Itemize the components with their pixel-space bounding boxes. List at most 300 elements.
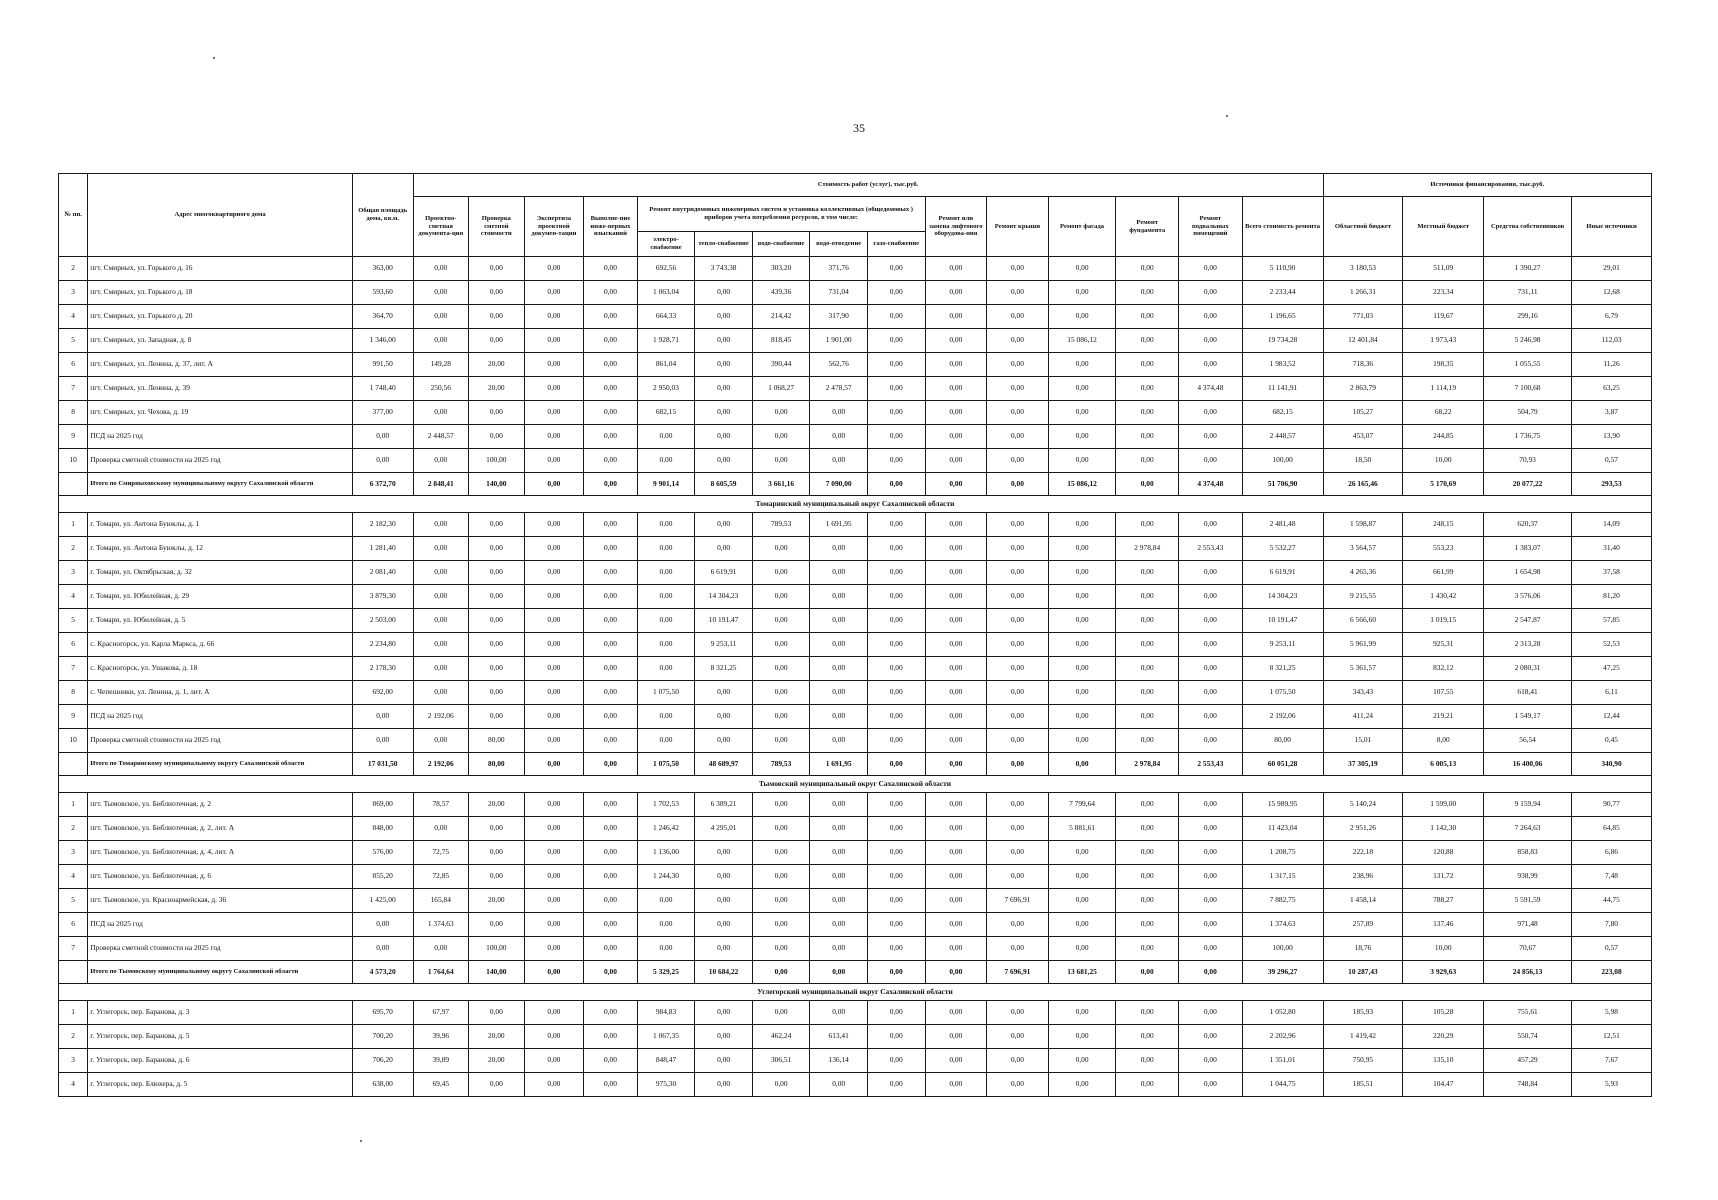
value-cell: 2 202,96 [1242,1025,1323,1049]
section-row [59,496,1652,513]
value-cell: 0,00 [987,305,1049,329]
value-cell: 7 696,91 [987,889,1049,913]
value-cell: 0,00 [925,753,987,776]
value-cell: 1 458,14 [1323,889,1403,913]
table-row [59,257,1652,281]
value-cell: 0,00 [413,305,469,329]
value-cell: 0,00 [925,865,987,889]
value-cell: 11 423,04 [1242,817,1323,841]
value-cell: 0,00 [987,753,1049,776]
value-cell: 0,00 [695,1001,753,1025]
value-cell: 13 681,25 [1048,961,1116,984]
value-cell: 2 553,43 [1179,537,1243,561]
value-cell: 0,00 [469,657,525,681]
value-cell: 0,00 [637,729,695,753]
value-cell: 0,00 [1048,449,1116,473]
value-cell: 848,00 [352,817,413,841]
value-cell: 0,00 [925,377,987,401]
value-cell: 0,00 [867,817,925,841]
header-electro: электро-снабжение [637,232,695,257]
value-cell: 0,00 [695,425,753,449]
value-cell: 31,40 [1572,537,1652,561]
value-cell: 0,00 [584,585,638,609]
value-cell: 0,00 [469,609,525,633]
value-cell: 14 304,23 [1242,585,1323,609]
value-cell: 0,00 [925,913,987,937]
value-cell: 0,00 [1179,1049,1243,1073]
value-cell: 2 950,03 [637,377,695,401]
value-cell: 185,93 [1323,1001,1403,1025]
value-cell: 1 425,00 [352,889,413,913]
value-cell: 0,00 [637,425,695,449]
value-cell: 0,00 [1116,1001,1179,1025]
row-number: 8 [59,681,88,705]
value-cell: 0,00 [987,657,1049,681]
value-cell: 0,00 [987,585,1049,609]
value-cell: 9 901,14 [637,473,695,496]
value-cell: 0,00 [524,537,584,561]
value-cell: 0,00 [1179,1001,1243,1025]
value-cell: 0,00 [584,401,638,425]
value-cell: 51 706,90 [1242,473,1323,496]
value-cell: 1 599,00 [1403,793,1484,817]
value-cell: 6,11 [1572,681,1652,705]
value-cell: 0,00 [584,729,638,753]
table-row [59,513,1652,537]
value-cell: 306,51 [752,1049,810,1073]
value-cell: 140,00 [469,961,525,984]
value-cell: 0,00 [1048,609,1116,633]
value-cell: 17 031,50 [352,753,413,776]
value-cell: 1 654,98 [1484,561,1572,585]
value-cell: 377,00 [352,401,413,425]
address-cell: пгт. Тымовское, ул. Библиотечная, д. 2, лит. А [88,817,353,841]
value-cell: 0,00 [1048,1049,1116,1073]
value-cell: 0,00 [584,753,638,776]
value-cell: 0,00 [584,889,638,913]
value-cell: 0,00 [695,705,753,729]
value-cell: 1 196,65 [1242,305,1323,329]
value-cell: 0,00 [413,329,469,353]
value-cell: 1 244,30 [637,865,695,889]
value-cell: 0,00 [524,633,584,657]
table-row [59,657,1652,681]
value-cell: 1 208,75 [1242,841,1323,865]
value-cell: 0,00 [987,609,1049,633]
value-cell: 0,00 [524,817,584,841]
value-cell: 6,79 [1572,305,1652,329]
value-cell: 0,00 [1048,865,1116,889]
value-cell: 0,00 [867,585,925,609]
value-cell: 0,00 [867,1025,925,1049]
value-cell: 0,00 [987,329,1049,353]
value-cell: 4 374,48 [1179,473,1243,496]
value-cell: 0,00 [752,913,810,937]
header-expertise: Экспертиза проектной докумен-тации [524,197,584,257]
value-cell: 198,35 [1403,353,1484,377]
value-cell: 5,93 [1572,1073,1652,1097]
value-cell: 1 549,17 [1484,705,1572,729]
value-cell: 0,00 [584,865,638,889]
value-cell: 0,00 [810,425,868,449]
value-cell: 1 430,42 [1403,585,1484,609]
value-cell: 0,00 [637,937,695,961]
table-row [59,841,1652,865]
row-number: 2 [59,1025,88,1049]
table-body [59,257,1652,1097]
value-cell: 0,00 [1179,889,1243,913]
value-cell: 0,00 [524,281,584,305]
value-cell: 12,51 [1572,1025,1652,1049]
value-cell: 1 390,27 [1484,257,1572,281]
address-cell: г. Углегорск, пер. Баранова, д. 3 [88,1001,353,1025]
value-cell: 6 389,21 [695,793,753,817]
value-cell: 80,00 [1242,729,1323,753]
value-cell: 984,83 [637,1001,695,1025]
value-cell: 0,00 [584,705,638,729]
value-cell: 6 566,60 [1323,609,1403,633]
value-cell: 0,00 [925,513,987,537]
header-foundation: Ремонт фундамента [1116,197,1179,257]
value-cell: 0,00 [810,865,868,889]
value-cell: 0,00 [925,633,987,657]
value-cell: 0,00 [867,841,925,865]
value-cell: 0,00 [1179,865,1243,889]
value-cell: 0,00 [469,681,525,705]
value-cell: 5 881,61 [1048,817,1116,841]
value-cell: 0,00 [925,257,987,281]
value-cell: 0,00 [925,1073,987,1097]
value-cell: 0,00 [810,449,868,473]
value-cell: 0,00 [1179,705,1243,729]
value-cell: 0,00 [987,281,1049,305]
value-cell: 1 736,75 [1484,425,1572,449]
value-cell: 2 080,31 [1484,657,1572,681]
value-cell: 20,00 [469,1049,525,1073]
value-cell: 0,00 [987,537,1049,561]
value-cell: 0,00 [695,537,753,561]
value-cell: 0,00 [1048,1025,1116,1049]
value-cell: 19 734,28 [1242,329,1323,353]
value-cell: 9 215,55 [1323,585,1403,609]
value-cell: 48 689,97 [695,753,753,776]
value-cell: 70,93 [1484,449,1572,473]
value-cell: 0,00 [637,633,695,657]
value-cell: 718,36 [1323,353,1403,377]
value-cell: 0,00 [1116,513,1179,537]
value-cell: 0,00 [925,425,987,449]
value-cell: 136,14 [810,1049,868,1073]
value-cell: 0,00 [925,585,987,609]
table-row [59,681,1652,705]
value-cell: 1 702,53 [637,793,695,817]
value-cell: 343,43 [1323,681,1403,705]
value-cell: 1 317,15 [1242,865,1323,889]
value-cell: 5 532,27 [1242,537,1323,561]
value-cell: 1 052,80 [1242,1001,1323,1025]
row-number: 5 [59,609,88,633]
value-cell: 0,00 [987,449,1049,473]
value-cell: 0,00 [1116,401,1179,425]
value-cell: 0,00 [867,537,925,561]
value-cell: 0,00 [524,961,584,984]
value-cell: 5 961,99 [1323,633,1403,657]
value-cell: 0,00 [1116,729,1179,753]
table-row [59,865,1652,889]
value-cell: 390,44 [752,353,810,377]
value-cell: 0,45 [1572,729,1652,753]
value-cell: 0,00 [584,537,638,561]
row-number: 9 [59,425,88,449]
value-cell: 0,00 [867,425,925,449]
value-cell: 220,29 [1403,1025,1484,1049]
value-cell: 0,00 [925,705,987,729]
value-cell: 0,00 [925,281,987,305]
table-row [59,329,1652,353]
header-works-group: Стоимость работ (услуг), тыс.руб. [413,174,1323,197]
value-cell: 0,00 [524,585,584,609]
header-basement: Ремонт подвальных помещений [1179,197,1243,257]
value-cell: 0,00 [469,257,525,281]
value-cell: 5 110,90 [1242,257,1323,281]
table-row [59,425,1652,449]
value-cell: 0,00 [1116,961,1179,984]
table-row [59,585,1652,609]
value-cell: 100,00 [469,449,525,473]
section-title: Тымовский муниципальный округ Сахалинской области [59,776,1652,793]
value-cell: 165,84 [413,889,469,913]
value-cell: 0,00 [987,913,1049,937]
value-cell: 0,00 [1116,449,1179,473]
value-cell: 0,00 [469,817,525,841]
page-number: 35 [853,121,865,135]
value-cell: 0,00 [752,1073,810,1097]
value-cell: 18,76 [1323,937,1403,961]
value-cell: 0,00 [752,609,810,633]
value-cell: 1 142,30 [1403,817,1484,841]
value-cell: 0,00 [695,401,753,425]
value-cell: 0,00 [584,913,638,937]
value-cell: 0,00 [752,585,810,609]
value-cell: 0,00 [1116,633,1179,657]
value-cell: 0,00 [1179,401,1243,425]
value-cell: 0,00 [637,657,695,681]
value-cell: 0,00 [469,841,525,865]
value-cell: 0,00 [1116,865,1179,889]
header-elevator: Ремонт или замена лифтового оборудова-ния [925,197,987,257]
value-cell: 72,75 [413,841,469,865]
value-cell: 0,00 [1048,513,1116,537]
address-cell: пгт. Тымовское, ул. Красноармейская, д. 36 [88,889,353,913]
value-cell: 1 075,50 [637,681,695,705]
table-row [59,305,1652,329]
value-cell: 0,57 [1572,937,1652,961]
value-cell: 0,00 [584,449,638,473]
value-cell: 0,00 [584,425,638,449]
value-cell: 0,00 [810,817,868,841]
row-number: 1 [59,513,88,537]
value-cell: 938,99 [1484,865,1572,889]
value-cell: 1 383,07 [1484,537,1572,561]
value-cell: 0,00 [695,353,753,377]
row-number [59,753,88,776]
value-cell: 0,00 [987,681,1049,705]
table-row [59,889,1652,913]
value-cell: 0,00 [584,377,638,401]
address-cell: пгт. Тымовское, ул. Библиотечная, д. 4, лит. А [88,841,353,865]
value-cell: 0,00 [584,513,638,537]
value-cell: 7,67 [1572,1049,1652,1073]
address-cell: г. Томари, ул. Юбилейная, д. 29 [88,585,353,609]
value-cell: 0,00 [867,377,925,401]
value-cell: 2 081,40 [352,561,413,585]
value-cell: 0,00 [1116,1073,1179,1097]
value-cell: 7 264,63 [1484,817,1572,841]
value-cell: 0,00 [925,817,987,841]
value-cell: 576,00 [352,841,413,865]
value-cell: 15 086,12 [1048,473,1116,496]
value-cell: 1 266,31 [1323,281,1403,305]
value-cell: 0,00 [695,377,753,401]
value-cell: 8 321,25 [1242,657,1323,681]
address-cell: Проверка сметной стоимости на 2025 год [88,937,353,961]
address-cell: пгт. Тымовское, ул. Библиотечная, д. 6 [88,865,353,889]
value-cell: 37,58 [1572,561,1652,585]
value-cell: 0,00 [695,329,753,353]
repair-cost-table [58,173,1652,1097]
value-cell: 0,00 [524,609,584,633]
value-cell: 0,00 [987,1049,1049,1073]
value-cell: 0,00 [524,705,584,729]
value-cell: 0,00 [413,561,469,585]
value-cell: 0,00 [1048,257,1116,281]
value-cell: 0,00 [867,305,925,329]
row-number: 10 [59,729,88,753]
value-cell: 6,86 [1572,841,1652,865]
value-cell: 140,00 [469,473,525,496]
value-cell: 9 253,11 [1242,633,1323,657]
total-row [59,961,1652,984]
value-cell: 0,00 [413,817,469,841]
value-cell: 0,00 [752,1001,810,1025]
value-cell: 0,00 [1179,961,1243,984]
value-cell: 0,00 [1048,537,1116,561]
row-number [59,473,88,496]
row-number: 4 [59,585,88,609]
address-cell: ПСД на 2025 год [88,913,353,937]
value-cell: 10,00 [1403,449,1484,473]
value-cell: 0,00 [867,561,925,585]
value-cell: 0,00 [867,473,925,496]
value-cell: 120,88 [1403,841,1484,865]
address-cell: г. Томари, ул. Октябрьская, д. 32 [88,561,353,585]
value-cell: 0,00 [1179,305,1243,329]
value-cell: 10 191,47 [695,609,753,633]
value-cell: 0,00 [1116,1025,1179,1049]
value-cell: 0,00 [637,889,695,913]
total-row [59,473,1652,496]
value-cell: 0,00 [469,1001,525,1025]
value-cell: 0,00 [752,865,810,889]
value-cell: 0,00 [1179,329,1243,353]
value-cell: 0,00 [1116,681,1179,705]
value-cell: 223,08 [1572,961,1652,984]
value-cell: 0,00 [752,449,810,473]
value-cell: 0,00 [1179,1025,1243,1049]
value-cell: 100,00 [1242,449,1323,473]
header-roof: Ремонт крыши [987,197,1049,257]
value-cell: 0,00 [867,705,925,729]
value-cell: 137,46 [1403,913,1484,937]
value-cell: 0,00 [987,729,1049,753]
value-cell: 3 929,63 [1403,961,1484,984]
address-cell: Проверка сметной стоимости на 2025 год [88,729,353,753]
value-cell: 0,00 [469,913,525,937]
value-cell: 0,00 [584,561,638,585]
row-number: 2 [59,257,88,281]
value-cell: 0,00 [810,913,868,937]
value-cell: 0,00 [352,937,413,961]
value-cell: 2 182,30 [352,513,413,537]
value-cell: 44,75 [1572,889,1652,913]
value-cell: 0,00 [987,257,1049,281]
value-cell: 7 696,91 [987,961,1049,984]
value-cell: 10 191,47 [1242,609,1323,633]
value-cell: 0,00 [469,281,525,305]
header-owners: Средства собственников [1484,197,1572,257]
value-cell: 24 856,13 [1484,961,1572,984]
header-internal-group: Ремонт внутридомовых инженерных систем и установка коллективных (общедомовых ) приборов учета потребления ресурсов, в том числе: [637,197,925,232]
value-cell: 1 748,40 [352,377,413,401]
value-cell: 0,00 [584,281,638,305]
value-cell: 706,20 [352,1049,413,1073]
table-row [59,401,1652,425]
value-cell: 0,00 [584,609,638,633]
value-cell: 0,00 [810,793,868,817]
value-cell: 0,00 [867,729,925,753]
value-cell: 39,89 [413,1049,469,1073]
value-cell: 0,00 [524,913,584,937]
value-cell: 0,00 [1116,817,1179,841]
value-cell: 0,00 [695,1049,753,1073]
value-cell: 0,00 [810,729,868,753]
value-cell: 0,00 [752,817,810,841]
value-cell: 0,00 [987,841,1049,865]
value-cell: 731,11 [1484,281,1572,305]
header-water: водо-снабжение [752,232,810,257]
value-cell: 2 192,06 [413,753,469,776]
value-cell: 0,00 [987,937,1049,961]
value-cell: 692,00 [352,681,413,705]
row-number: 4 [59,305,88,329]
value-cell: 18,50 [1323,449,1403,473]
value-cell: 0,00 [1179,1073,1243,1097]
value-cell: 0,00 [469,585,525,609]
value-cell: 0,00 [584,681,638,705]
table-row [59,937,1652,961]
address-cell: пгт. Смирных, ул. Западная, д. 8 [88,329,353,353]
value-cell: 299,16 [1484,305,1572,329]
value-cell: 0,00 [1048,1001,1116,1025]
value-cell: 6 372,70 [352,473,413,496]
row-number: 5 [59,329,88,353]
value-cell: 0,00 [1179,633,1243,657]
value-cell: 0,00 [925,1001,987,1025]
value-cell: 1 374,63 [1242,913,1323,937]
value-cell: 0,00 [810,705,868,729]
value-cell: 10 287,43 [1323,961,1403,984]
value-cell: 0,00 [524,1001,584,1025]
